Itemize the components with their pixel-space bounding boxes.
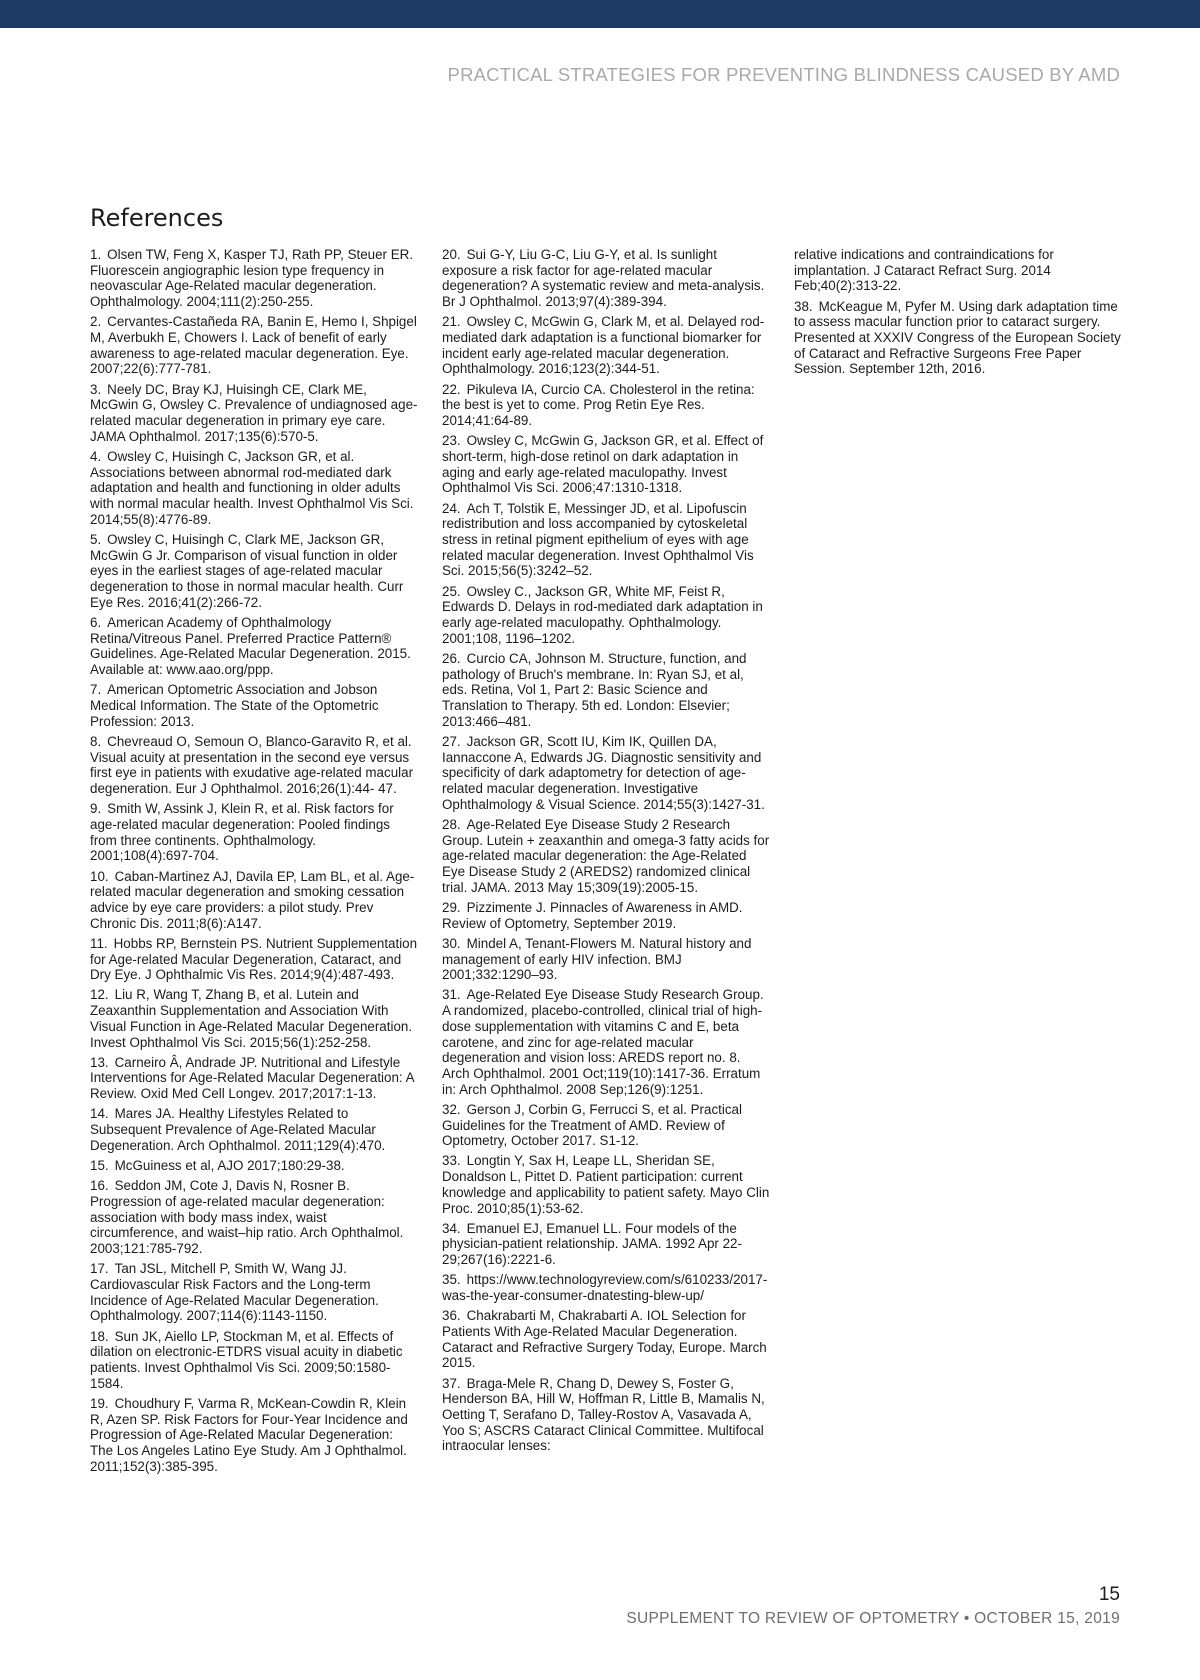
reference-entry xyxy=(442,817,770,896)
reference-text: https://www.technologyreview.com/s/610233/2017-was-the-year-consumer-dnatesting-blew-up/ xyxy=(442,1272,768,1304)
reference-number: 25. xyxy=(442,583,461,599)
reference-number: 12. xyxy=(90,987,109,1003)
reference-entry xyxy=(442,382,770,429)
reference-entry xyxy=(90,1178,418,1257)
reference-number: 32. xyxy=(442,1101,461,1117)
reference-number: 14. xyxy=(90,1106,109,1122)
reference-entry xyxy=(90,1261,418,1324)
reference-text: Pizzimente J. Pinnacles of Awareness in AMD. Review of Optometry, September 2019. xyxy=(442,899,743,931)
reference-entry xyxy=(442,584,770,647)
reference-entry xyxy=(442,433,770,496)
reference-number: 17. xyxy=(90,1261,109,1277)
reference-text: Choudhury F, Varma R, McKean-Cowdin R, Klein R, Azen SP. Risk Factors for Four-Year Incidence and Progression of Age-Related Macular Degeneration: The Los Angeles Latino Eye Study. Am J Ophthalmol. 2011;152(3):385-395. xyxy=(90,1395,408,1474)
reference-text: Hobbs RP, Bernstein PS. Nutrient Supplementation for Age-related Macular Degeneration, Cataract, and Dry Eye. J Ophthalmic Vis Res. 2014;9(4):487-493. xyxy=(90,935,418,983)
reference-entry xyxy=(90,734,418,797)
reference-number: 4. xyxy=(90,448,102,464)
reference-number: 13. xyxy=(90,1054,109,1070)
reference-text: Smith W, Assink J, Klein R, et al. Risk factors for age-related macular degeneration: Pooled findings from three continents. Ophthalmology. 2001;108(4):697-704. xyxy=(90,801,394,864)
section-title: References xyxy=(90,204,224,232)
reference-text: Tan JSL, Mitchell P, Smith W, Wang JJ. Cardiovascular Risk Factors and the Long-term Incidence of Age-Related Macular Degeneration. Ophthalmology. 2007;114(6):1143-1150. xyxy=(90,1261,379,1324)
references-column-2 xyxy=(442,247,770,1459)
reference-text: Owsley C, McGwin G, Clark M, et al. Delayed rod-mediated dark adaptation is a functional biomarker for incident early age-related macular degeneration. Ophthalmology. 2016;123(2):344-51. xyxy=(442,314,765,377)
reference-text: relative indications and contraindications for implantation. J Cataract Refract Surg. 2014 Feb;40(2):313-22. xyxy=(794,247,1054,294)
reference-text: Gerson J, Corbin G, Ferrucci S, et al. Practical Guidelines for the Treatment of AMD. Review of Optometry, October 2017. S1-12. xyxy=(442,1101,742,1149)
reference-number: 36. xyxy=(442,1308,461,1324)
reference-text: McKeague M, Pyfer M. Using dark adaptation time to assess macular function prior to cataract surgery. Presented at XXXIV Congress of the European Society of Cataract and Refractive Surgeons Free Paper Session. September 12th, 2016. xyxy=(794,298,1121,377)
reference-text: Neely DC, Bray KJ, Huisingh CE, Clark ME, McGwin G, Owsley C. Prevalence of undiagnosed age-related macular degeneration in primary eye care. JAMA Ophthalmol. 2017;135(6):570-5. xyxy=(90,381,418,444)
reference-text: Sui G-Y, Liu G-C, Liu G-Y, et al. Is sunlight exposure a risk factor for age-related macular degeneration? A systematic review and meta-analysis. Br J Ophthalmol. 2013;97(4):389-394. xyxy=(442,247,765,310)
reference-text: Caban-Martinez AJ, Davila EP, Lam BL, et al. Age-related macular degeneration and smoking cessation advice by eye care providers: a pilot study. Prev Chronic Dis. 2011;8(6):A147. xyxy=(90,868,415,931)
reference-text: Liu R, Wang T, Zhang B, et al. Lutein and Zeaxanthin Supplementation and Association With Visual Function in Age-Related Macular Degeneration. Invest Ophthalmol Vis Sci. 2015;56(1):252-258. xyxy=(90,987,413,1050)
reference-text: Owsley C, McGwin G, Jackson GR, et al. Effect of short-term, high-dose retinol on dark adaptation in aging and early age-related maculopathy. Invest Ophthalmol Vis Sci. 2006;47:1310-1318. xyxy=(442,433,764,496)
reference-text: American Optometric Association and Jobson Medical Information. The State of the Optometric Profession: 2013. xyxy=(90,682,379,729)
reference-number: 29. xyxy=(442,899,461,915)
reference-entry xyxy=(442,1221,770,1268)
reference-entry xyxy=(442,1376,770,1455)
reference-number: 19. xyxy=(90,1395,109,1411)
reference-text: Age-Related Eye Disease Study 2 Research Group. Lutein + zeaxanthin and omega-3 fatty acids for age-related macular degeneration: the Age-Related Eye Disease Study 2 (AREDS2) randomized clinical trial. JAMA. 2013 May 15;309(19):2005-15. xyxy=(442,816,770,895)
reference-text: Owsley C, Huisingh C, Jackson GR, et al. Associations between abnormal rod-mediated dark adaptation and health and functioning in older adults with normal macular health. Invest Ophthalmol Vis Sci. 2014;55(8):4776-89. xyxy=(90,448,414,527)
reference-number: 16. xyxy=(90,1178,109,1194)
reference-entry xyxy=(794,247,1122,294)
reference-number: 28. xyxy=(442,816,461,832)
reference-text: Braga-Mele R, Chang D, Dewey S, Foster G, Henderson BA, Hill W, Hoffman R, Little B, Mamalis N, Oetting T, Serafano D, Talley-Rostov A, Vasavada A, Yoo S; ASCRS Cataract Clinical Committee. Multifocal intraocular lenses: xyxy=(442,1375,765,1454)
reference-number: 10. xyxy=(90,868,109,884)
reference-text: Mindel A, Tenant-Flowers M. Natural history and management of early HIV infection. BMJ 2001;332:1290–93. xyxy=(442,935,752,983)
reference-entry xyxy=(442,314,770,377)
reference-entry xyxy=(90,532,418,611)
reference-text: Chevreaud O, Semoun O, Blanco-Garavito R, et al. Visual acuity at presentation in the second eye versus first eye in patients with exudative age-related macular degeneration. Eur J Ophthalmol. 2016;26(1):44- 47. xyxy=(90,733,414,796)
reference-number: 18. xyxy=(90,1328,109,1344)
reference-number: 30. xyxy=(442,935,461,951)
reference-entry xyxy=(442,501,770,580)
reference-text: McGuiness et al, AJO 2017;180:29-38. xyxy=(114,1157,345,1173)
reference-number: 11. xyxy=(90,935,108,951)
reference-entry xyxy=(442,1102,770,1149)
reference-text: Owsley C., Jackson GR, White MF, Feist R, Edwards D. Delays in rod-mediated dark adaptation in early age-related maculopathy. Ophthalmology. 2001;108, 1196–1202. xyxy=(442,583,763,646)
reference-entry xyxy=(90,1158,418,1174)
reference-entry xyxy=(90,1396,418,1475)
reference-text: Olsen TW, Feng X, Kasper TJ, Rath PP, Steuer ER. Fluorescein angiographic lesion type frequency in neovascular Age-Related macular degeneration. Ophthalmology. 2004;111(2):250-255. xyxy=(90,247,414,310)
reference-number: 34. xyxy=(442,1220,461,1236)
reference-number: 23. xyxy=(442,433,461,449)
reference-number: 21. xyxy=(442,314,461,330)
reference-text: Sun JK, Aiello LP, Stockman M, et al. Effects of dilation on electronic-ETDRS visual acuity in diabetic patients. Invest Ophthalmol Vis Sci. 2009;50:1580-1584. xyxy=(90,1328,403,1391)
reference-text: American Academy of Ophthalmology Retina/Vitreous Panel. Preferred Practice Pattern® Guidelines. Age-Related Macular Degeneration. 2015. Available at: www.aao.org/ppp. xyxy=(90,614,411,678)
reference-text: Cervantes-Castañeda RA, Banin E, Hemo I, Shpigel M, Averbukh E, Chowers I. Lack of benefit of early awareness to age-related macular degeneration. Eye. 2007;22(6):777-781. xyxy=(90,314,417,377)
reference-entry xyxy=(442,1272,770,1303)
reference-number: 27. xyxy=(442,733,461,749)
reference-number: 5. xyxy=(90,531,102,547)
reference-number: 2. xyxy=(90,314,102,330)
reference-entry xyxy=(90,987,418,1050)
reference-entry xyxy=(442,987,770,1097)
reference-number: 1. xyxy=(90,247,102,262)
reference-text: Longtin Y, Sax H, Leape LL, Sheridan SE, Donaldson L, Pittet D. Patient participation: current knowledge and applicability to patient safety. Mayo Clin Proc. 2010;85(1):53-62. xyxy=(442,1153,770,1216)
page-number: 15 xyxy=(1098,1584,1120,1605)
reference-entry xyxy=(442,1308,770,1371)
reference-entry xyxy=(90,247,418,310)
reference-text: Age-Related Eye Disease Study Research Group. A randomized, placebo-controlled, clinical trial of high-dose supplementation with vitamins C and E, beta carotene, and zinc for age-related macular degeneration and vision loss: AREDS report no. 8. Arch Ophthalmol. 2001 Oct;119(10):1417-36. Erratum in: Arch Ophthalmol. 2008 Sep;126(9):1251. xyxy=(442,987,764,1097)
footer-publication: SUPPLEMENT TO REVIEW OF OPTOMETRY • OCTOBER 15, 2019 xyxy=(626,1610,1120,1627)
reference-entry xyxy=(442,1153,770,1216)
reference-number: 7. xyxy=(90,682,102,698)
reference-number: 8. xyxy=(90,733,102,749)
reference-number: 38. xyxy=(794,298,813,314)
reference-number: 33. xyxy=(442,1153,461,1169)
reference-entry xyxy=(90,449,418,528)
reference-entry xyxy=(90,682,418,729)
reference-number: 9. xyxy=(90,801,102,817)
reference-number: 26. xyxy=(442,650,461,666)
reference-text: Seddon JM, Cote J, Davis N, Rosner B. Progression of age-related macular degeneration: association with body mass index, waist circumference, and waist–hip ratio. Arch Ophthalmol. 2003;121:785-792. xyxy=(90,1178,404,1256)
reference-text: Mares JA. Healthy Lifestyles Related to Subsequent Prevalence of Age-Related Macular Degeneration. Arch Ophthalmol. 2011;129(4):470. xyxy=(90,1106,386,1153)
reference-text: Ach T, Tolstik E, Messinger JD, et al. Lipofuscin redistribution and loss accompanied by cytoskeletal stress in retinal pigment epithelium of eyes with age related macular degeneration. Invest Ophthalmol Vis Sci. 2015;56(5):3242–52. xyxy=(442,500,754,579)
reference-entry xyxy=(90,1106,418,1153)
reference-entry xyxy=(442,734,770,813)
reference-text: Jackson GR, Scott IU, Kim IK, Quillen DA, Iannaccone A, Edwards JG. Diagnostic sensitivity and specificity of dark adaptometry for detection of age-related macular degeneration. Investigative Ophthalmology & Visual Science. 2014;55(3):1427-31. xyxy=(442,733,765,812)
reference-text: Owsley C, Huisingh C, Clark ME, Jackson GR, McGwin G Jr. Comparison of visual function in older eyes in the earliest stages of age-related macular degeneration to those in normal macular health. Curr Eye Res. 2016;41(2):266-72. xyxy=(90,531,404,610)
reference-entry xyxy=(794,299,1122,378)
reference-number: 3. xyxy=(90,381,102,397)
reference-number: 20. xyxy=(442,247,461,262)
reference-entry xyxy=(90,1329,418,1392)
reference-entry xyxy=(90,936,418,983)
reference-number: 24. xyxy=(442,500,461,516)
reference-text: Pikuleva IA, Curcio CA. Cholesterol in the retina: the best is yet to come. Prog Retin Eye Res. 2014;41:64-89. xyxy=(442,381,755,429)
reference-entry xyxy=(442,247,770,310)
header-bar xyxy=(0,0,1200,28)
running-title: PRACTICAL STRATEGIES FOR PREVENTING BLINDNESS CAUSED BY AMD xyxy=(447,64,1120,85)
reference-number: 15. xyxy=(90,1157,109,1173)
references-column-1 xyxy=(90,247,418,1479)
reference-entry xyxy=(90,382,418,445)
reference-entry xyxy=(90,801,418,864)
reference-entry xyxy=(90,869,418,932)
reference-entry xyxy=(442,936,770,983)
reference-number: 6. xyxy=(90,614,102,630)
references-column-3 xyxy=(794,247,1122,382)
reference-entry xyxy=(90,314,418,377)
reference-text: Chakrabarti M, Chakrabarti A. IOL Selection for Patients With Age-Related Macular Degeneration. Cataract and Refractive Surgery Today, Europe. March 2015. xyxy=(442,1308,767,1371)
reference-text: Emanuel EJ, Emanuel LL. Four models of the physician-patient relationship. JAMA. 1992 Apr 22-29;267(16):2221-6. xyxy=(442,1220,742,1268)
reference-text: Carneiro Â, Andrade JP. Nutritional and Lifestyle Interventions for Age-Related Macular Degeneration: A Review. Oxid Med Cell Longev. 2017;2017:1-13. xyxy=(90,1054,414,1102)
reference-number: 37. xyxy=(442,1375,461,1391)
reference-number: 31. xyxy=(442,987,461,1003)
reference-number: 22. xyxy=(442,381,461,397)
reference-number: 35. xyxy=(442,1272,461,1288)
reference-entry xyxy=(90,1055,418,1102)
reference-entry xyxy=(442,651,770,730)
reference-entry xyxy=(90,615,418,678)
reference-entry xyxy=(442,900,770,931)
reference-text: Curcio CA, Johnson M. Structure, function, and pathology of Bruch's membrane. In: Ryan SJ, et al, eds. Retina, Vol 1, Part 2: Basic Science and Translation to Therapy. 5th ed. London: Elsevier; 2013:466–481. xyxy=(442,650,747,729)
